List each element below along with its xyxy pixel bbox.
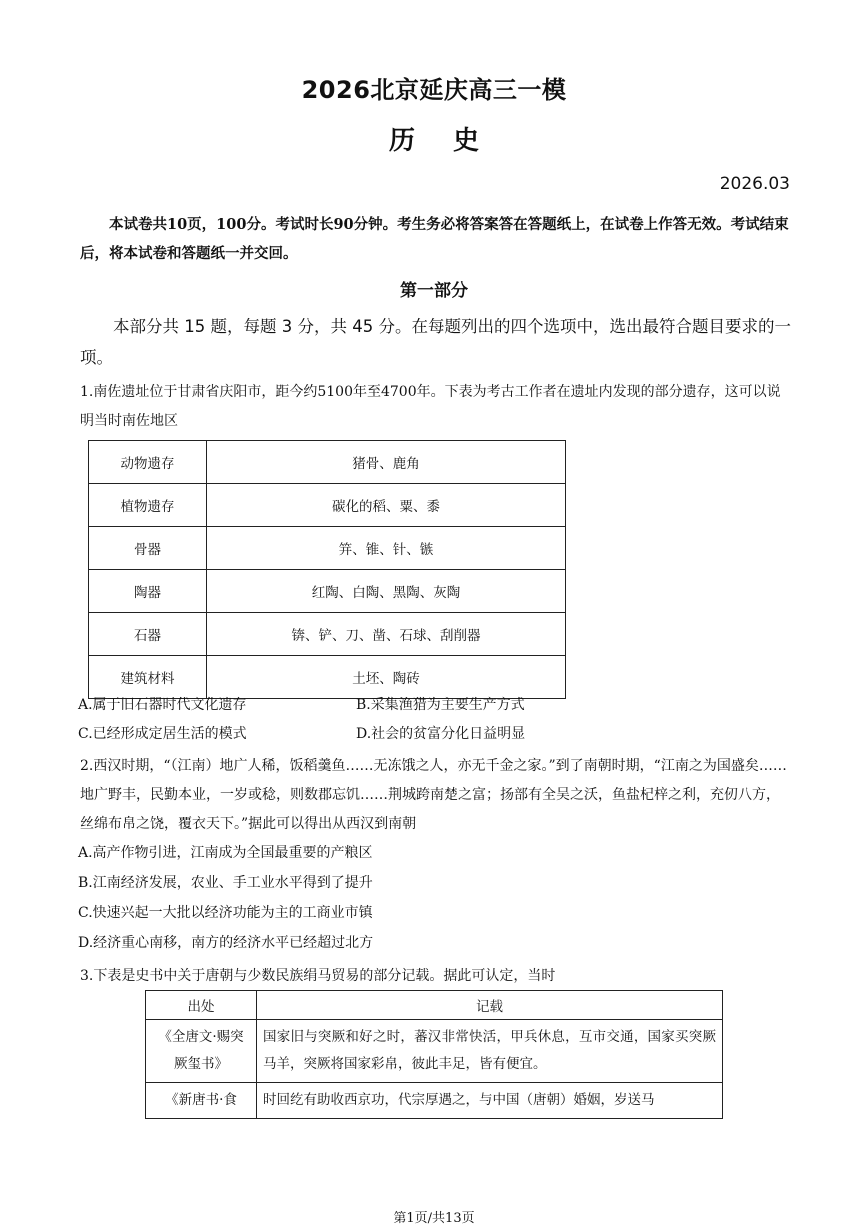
table-header-record: 记载 [257,991,723,1020]
question-3-stem: 3.下表是史书中关于唐朝与少数民族绢马贸易的部分记载。据此可认定，当时 [80,968,556,984]
table-cell-key: 陶器 [89,570,207,613]
exam-title: 2026北京延庆高三一模 [301,76,567,104]
question-2-option-d: D.经济重心南移，南方的经济水平已经超过北方 [78,935,374,951]
table-cell-key: 植物遗存 [89,484,207,527]
table-row [146,1020,723,1083]
exam-date: 2026.03 [719,174,790,194]
table-row [89,656,566,699]
table-cell-key: 石器 [89,613,207,656]
question-3-table [145,990,723,1119]
exam-notice: 本试卷共10页，100分。考试时长90分钟。考生务必将答案答在答题纸上，在试卷上作答无效。考试结束后，将本试卷和答题纸一并交回。 [80,216,789,262]
part-heading: 第一部分 [400,281,468,301]
question-1-stem: 1.南佐遗址位于甘肃省庆阳市，距今约5100年至4700年。下表为考古工作者在遗址内发现的部分遗存，这可以说明当时南佐地区 [80,384,781,429]
table-cell-record: 时回纥有助收西京功，代宗厚遇之，与中国（唐朝）婚姻，岁送马 [257,1083,723,1119]
table-cell-value: 土坯、陶砖 [207,656,566,699]
table-cell-value: 红陶、白陶、黑陶、灰陶 [207,570,566,613]
page-footer: 第1页/共13页 [393,1211,475,1226]
table-cell-source: 《全唐文·赐突厥玺书》 [146,1020,257,1083]
question-1-table [88,440,566,699]
table-header-row [146,991,723,1020]
question-1-option-c: C.已经形成定居生活的模式 [78,726,247,742]
table-cell-key: 骨器 [89,527,207,570]
question-2-option-c: C.快速兴起一大批以经济功能为主的工商业市镇 [78,905,373,921]
table-cell-record: 国家旧与突厥和好之时，蕃汉非常快活，甲兵休息，互市交通，国家买突厥马羊，突厥将国家彩帛，彼此丰足，皆有便宜。 [257,1020,723,1083]
question-2-option-b: B.江南经济发展，农业、手工业水平得到了提升 [78,875,373,891]
table-row [89,484,566,527]
table-row [89,441,566,484]
table-cell-key: 建筑材料 [89,656,207,699]
question-2-stem: 2.西汉时期，“（江南）地广人稀，饭稻羹鱼……无冻饿之人，亦无千金之家。”到了南朝时期，“江南之为国盛矣……地广野丰，民勤本业，一岁或稔，则数郡忘饥……荆城跨南楚之富；扬部有全吴之沃，鱼盐杞梓之利，充仞八方，丝绵布帛之饶，覆衣天下。”据此可以得出从西汉到南朝 [80,758,787,832]
table-cell-value: 锛、铲、刀、凿、石球、刮削器 [207,613,566,656]
table-row [89,527,566,570]
table-cell-value: 猪骨、鹿角 [207,441,566,484]
question-1-option-b: B.采集渔猎为主要生产方式 [356,697,525,713]
subject-title: 历史 [388,126,517,156]
question-1-option-a: A.属于旧石器时代文化遗存 [78,697,247,713]
question-2-option-a: A.高产作物引进，江南成为全国最重要的产粮区 [78,845,373,861]
table-header-source: 出处 [146,991,257,1020]
table-cell-value: 笄、锥、针、镞 [207,527,566,570]
table-cell-value: 碳化的稻、粟、黍 [207,484,566,527]
table-row [89,570,566,613]
part-intro: 本部分共 15 题，每题 3 分，共 45 分。在每题列出的四个选项中，选出最符合题目要求的一项。 [80,317,791,367]
table-cell-key: 动物遗存 [89,441,207,484]
table-row [89,613,566,656]
table-row [146,1083,723,1119]
question-1-option-d: D.社会的贫富分化日益明显 [356,726,526,742]
table-cell-source: 《新唐书·食 [146,1083,257,1119]
